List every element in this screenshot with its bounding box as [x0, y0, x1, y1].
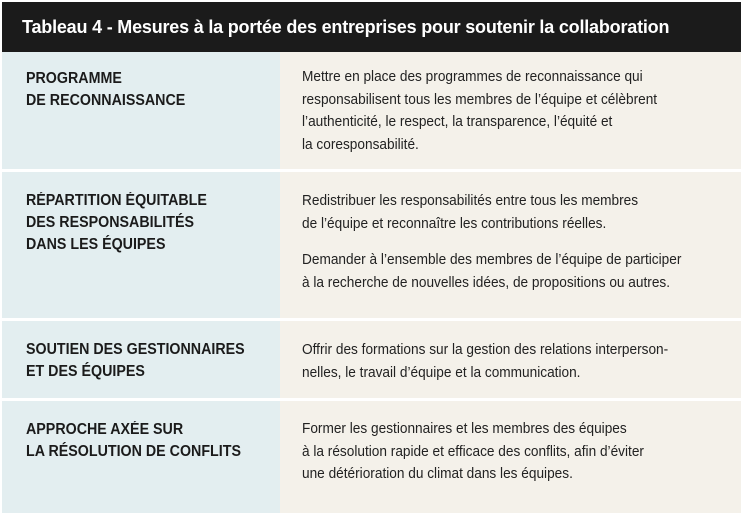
heading-line: SOUTIEN DES GESTIONNAIRES: [26, 341, 245, 358]
heading-line: DANS LES ÉQUIPES: [26, 236, 166, 253]
row-description-cell: [280, 401, 741, 513]
row-heading-repartition-equitable: [26, 190, 260, 256]
description-line: nelles, le travail d’équipe et la communication.: [302, 363, 581, 381]
measures-table: [2, 2, 741, 513]
table-title: Tableau 4 - Mesures à la portée des entreprises pour soutenir la collaboration: [2, 2, 741, 52]
description-line: Former les gestionnaires et les membres des équipes: [302, 420, 627, 437]
description-line: la coresponsabilité.: [302, 135, 419, 153]
description-line: de l’équipe et reconnaître les contributions réelles.: [302, 214, 607, 232]
row-heading-programme-reconnaissance: [26, 68, 260, 112]
heading-line: LA RÉSOLUTION DE CONFLITS: [26, 443, 241, 460]
description-line: Mettre en place des programmes de reconnaissance qui: [302, 68, 643, 85]
row-heading-cell: [2, 401, 280, 513]
table-row: [2, 321, 741, 398]
row-description: [302, 249, 692, 294]
description-line: l’authenticité, le respect, la transparence, l’équité et: [302, 113, 613, 130]
heading-line: APPROCHE AXÉE SUR: [26, 421, 184, 438]
description-line: Demander à l’ensemble des membres de l’équipe de participer: [302, 251, 682, 268]
table-row: [2, 172, 741, 318]
row-description: [302, 190, 692, 235]
description-line: à la recherche de nouvelles idées, de propositions ou autres.: [302, 273, 671, 291]
row-heading-cell: [2, 321, 280, 398]
row-description-cell: [280, 52, 741, 169]
row-description: [302, 418, 692, 486]
heading-line: RÉPARTITION ÉQUITABLE: [26, 192, 207, 209]
row-heading-cell: [2, 52, 280, 169]
row-heading-cell: [2, 172, 280, 318]
row-description-cell: [280, 172, 741, 318]
row-description-cell: [280, 321, 741, 398]
table-row: [2, 401, 741, 513]
row-heading-approche-conflits: [26, 419, 260, 463]
row-heading-soutien-gestionnaires: [26, 339, 260, 383]
heading-line: ET DES ÉQUIPES: [26, 363, 145, 380]
description-line: Offrir des formations sur la gestion des relations interperson-: [302, 341, 669, 358]
table-row: [2, 52, 741, 169]
heading-line: PROGRAMME: [26, 70, 122, 87]
description-line: une détérioration du climat dans les équipes.: [302, 465, 573, 482]
description-line: responsabilisent tous les membres de l’équipe et célèbrent: [302, 90, 658, 108]
heading-line: DES RESPONSABILITÉS: [26, 214, 194, 231]
row-description: [302, 66, 692, 156]
description-line: à la résolution rapide et efficace des conflits, afin d’éviter: [302, 442, 644, 460]
description-line: Redistribuer les responsabilités entre tous les membres: [302, 192, 639, 209]
row-description: [302, 339, 692, 384]
heading-line: DE RECONNAISSANCE: [26, 92, 186, 109]
